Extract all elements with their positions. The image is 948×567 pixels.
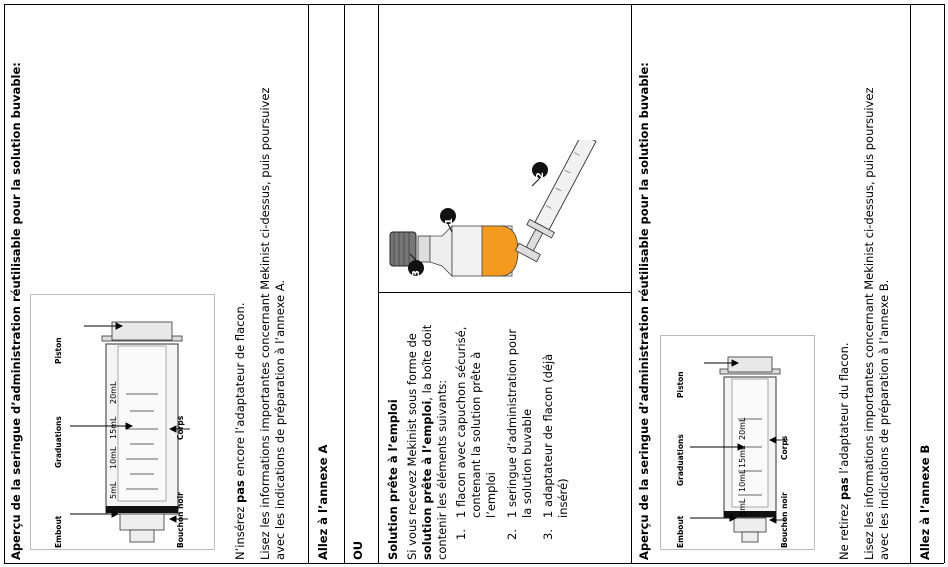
embout-label: Embout bbox=[54, 515, 63, 548]
instructions-a bbox=[233, 88, 288, 560]
contents-list bbox=[454, 325, 571, 560]
tick-20ml-b: 20mL bbox=[738, 417, 747, 440]
adapter-instruction-b: Ne retirez pas l’adaptateur du flacon. bbox=[837, 342, 851, 560]
ready-to-use-title: Solution prête à l’emploi bbox=[386, 399, 400, 560]
graduations-label: Graduations bbox=[54, 416, 63, 468]
corps-label-b: Corps bbox=[780, 435, 789, 460]
row-divider bbox=[378, 292, 631, 293]
goto-annexe-b: Allez à l’annexe B bbox=[918, 444, 932, 560]
graduations-label-b: Graduations bbox=[676, 434, 685, 486]
tick-10ml-b: 10mL bbox=[738, 469, 747, 492]
tick-5ml-b: 5mL bbox=[738, 498, 747, 516]
tick-15ml: 15mL bbox=[109, 416, 118, 439]
list-item: 2. 1 seringue d’administration pour la solution buvable bbox=[505, 328, 534, 540]
instructions-b bbox=[837, 88, 892, 560]
intro-line: contenir les éléments suivants: bbox=[435, 379, 449, 560]
goto-annexe-a: Allez à l’annexe A bbox=[316, 444, 330, 560]
bouchon-noir-label: Bouchon noir bbox=[176, 492, 185, 548]
column-divider bbox=[378, 4, 379, 563]
ou-label: OU bbox=[351, 540, 365, 560]
read-info-line: Lisez les informations importantes concernant Mekinist ci-dessus, puis poursuivez bbox=[258, 87, 272, 560]
piston-label-b: Piston bbox=[676, 371, 685, 398]
adapter-instruction: N’insérez pas encore l’adaptateur de flacon. bbox=[233, 302, 247, 560]
bouchon-noir-label-b: Bouchon noir bbox=[780, 492, 789, 548]
callout-2: 2 bbox=[535, 172, 546, 179]
intro-line: Si vous recevez Mekinist sous forme de bbox=[405, 333, 419, 560]
tick-5ml: 5mL bbox=[109, 481, 118, 499]
callout-1: 1 bbox=[444, 218, 455, 225]
corps-label: Corps bbox=[176, 415, 185, 440]
ready-to-use-section bbox=[386, 325, 571, 560]
tick-10ml: 10mL bbox=[109, 446, 118, 469]
read-info-line-b: avec les indications de préparation à l’annexe B. bbox=[877, 279, 891, 560]
bottle-and-syringe-illustration bbox=[382, 140, 628, 288]
tick-20ml: 20mL bbox=[109, 381, 118, 404]
list-item: 1. 1 flacon avec capuchon sécurisé, contenant la solution prête à l’emploi bbox=[454, 326, 498, 540]
read-info-line: avec les indications de préparation à l’annexe A. bbox=[273, 279, 287, 560]
table-right-border bbox=[944, 4, 945, 563]
intro-line: solution prête à l’emploi, la boîte doit bbox=[420, 324, 434, 560]
syringe-overview-heading-b: Aperçu de la seringue d’administration réutilisable pour la solution buvable: bbox=[637, 62, 651, 560]
column-divider bbox=[308, 4, 309, 563]
embout-label-b: Embout bbox=[676, 515, 685, 548]
read-info-line-b: Lisez les informations importantes concernant Mekinist ci-dessus, puis poursuivez bbox=[862, 87, 876, 560]
table-top-border bbox=[4, 4, 944, 5]
syringe-overview-heading: Aperçu de la seringue d’administration réutilisable pour la solution buvable: bbox=[9, 62, 23, 560]
column-divider bbox=[910, 4, 911, 563]
list-item: 3. 1 adaptateur de flacon (déjà inséré) bbox=[541, 353, 570, 540]
piston-label: Piston bbox=[54, 337, 63, 364]
column-divider bbox=[631, 4, 632, 563]
table-left-border bbox=[4, 4, 5, 563]
table-bottom-border bbox=[4, 563, 944, 564]
tick-15ml-b: 15mL bbox=[738, 445, 747, 468]
column-divider bbox=[344, 4, 345, 563]
callout-3: 3 bbox=[411, 270, 422, 277]
